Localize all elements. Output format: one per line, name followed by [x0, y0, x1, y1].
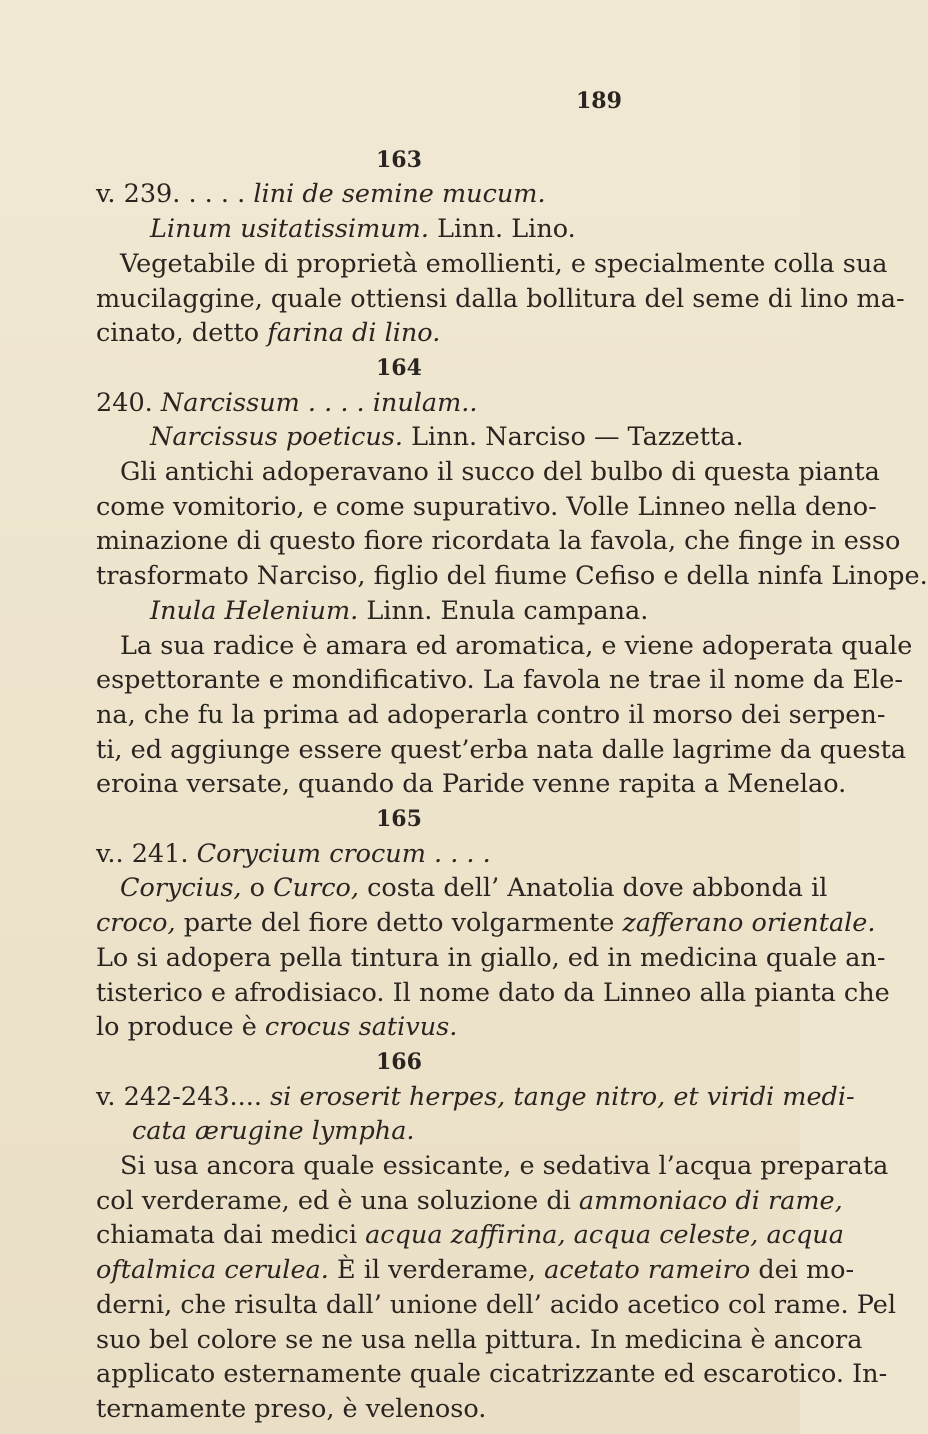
verse-ref: 240. — [96, 388, 153, 418]
species-rest: Linn. Narciso — Tazzetta. — [411, 422, 744, 452]
text-run-italic: crocus sativus. — [264, 1012, 458, 1042]
body-line — [96, 906, 876, 940]
text-run-italic: croco, — [96, 908, 176, 938]
body-line — [96, 1010, 457, 1044]
body-line — [96, 1218, 844, 1252]
body-line: Si usa ancora quale essicante, e sedativa l’acqua preparata — [120, 1151, 889, 1181]
body-line: eroina versate, quando da Paride venne rapita a Menelao. — [96, 769, 847, 799]
body-line: applicato esternamente quale cicatrizzante ed escarotico. In- — [96, 1359, 888, 1389]
body-line: espettorante e mondificativo. La favola ne trae il nome da Ele- — [96, 665, 903, 695]
verse-242-243 — [96, 1080, 855, 1114]
species-latin: Narcissus poeticus. — [150, 422, 403, 452]
verse-text: Corycium crocum . . . . — [196, 839, 491, 869]
page-number: 189 — [576, 88, 622, 114]
verse-ref: v. 242-243.... — [96, 1082, 262, 1112]
text-run: costa dell’ Anatolia dove abbonda il — [367, 873, 828, 903]
body-line: Gli antichi adoperavano il succo del bulbo di questa pianta — [120, 457, 880, 487]
section-number-163: 163 — [376, 147, 422, 173]
verse-text: Narcissum . . . . inulam.. — [160, 388, 478, 418]
text-run-italic: acqua zaffirina, acqua celeste, acqua — [365, 1220, 844, 1250]
body-line: come vomitorio, e come supurativo. Volle Linneo nella deno- — [96, 492, 877, 522]
text-run: cinato, detto — [96, 318, 260, 348]
text-run: È il verderame, — [336, 1255, 536, 1285]
text-run: lo produce è — [96, 1012, 257, 1042]
body-line: derni, che risulta dall’ unione dell’ acido acetico col rame. Pel — [96, 1290, 896, 1320]
body-line: tisterico e afrodisiaco. Il nome dato da Linneo alla pianta che — [96, 978, 890, 1008]
body-line: mucilaggine, quale ottiensi dalla bollitura del seme di lino ma- — [96, 284, 905, 314]
text-run-italic: ammoniaco di rame, — [578, 1186, 843, 1216]
body-line — [120, 871, 827, 905]
body-line: trasformato Narciso, figlio del fiume Cefiso e della ninfa Linope. — [96, 561, 928, 591]
body-line: ti, ed aggiunge essere quest’erba nata dalle lagrime da questa — [96, 735, 907, 765]
verse-continuation: cata ærugine lympha. — [132, 1116, 415, 1146]
body-line: minazione di questo fiore ricordata la favola, che finge in esso — [96, 526, 901, 556]
body-line: ternamente preso, è velenoso. — [96, 1394, 487, 1424]
species-inula — [150, 594, 648, 628]
text-run-italic: Corycius, — [120, 873, 242, 903]
section-number-164: 164 — [376, 355, 422, 381]
verse-240 — [96, 386, 478, 420]
text-run-italic: acetato rameiro — [544, 1255, 751, 1285]
species-narcissus — [150, 420, 744, 454]
body-line: na, che fu la prima ad adoperarla contro il morso dei serpen- — [96, 700, 886, 730]
body-line — [96, 1253, 854, 1287]
text-run: o — [249, 873, 265, 903]
body-line: Vegetabile di proprietà emollienti, e specialmente colla sua — [120, 249, 888, 279]
verse-ref: v. 239. . . . . — [96, 179, 246, 209]
species-rest: Linn. Lino. — [437, 214, 576, 244]
species-latin: Inula Helenium. — [150, 596, 359, 626]
species-latin: Linum usitatissimum. — [150, 214, 429, 244]
text-run-italic: farina di lino. — [267, 318, 441, 348]
body-line: suo bel colore se ne usa nella pittura. In medicina è ancora — [96, 1325, 863, 1355]
verse-239 — [96, 177, 546, 211]
section-number-166: 166 — [376, 1049, 422, 1075]
body-line: Lo si adopera pella tintura in giallo, ed in medicina quale an- — [96, 943, 886, 973]
text-run: col verderame, ed è una soluzione di — [96, 1186, 571, 1216]
text-run: dei mo- — [758, 1255, 855, 1285]
text-run: parte del fiore detto volgarmente — [183, 908, 615, 938]
body-line — [96, 316, 440, 350]
body-line: La sua radice è amara ed aromatica, e viene adoperata quale — [120, 631, 913, 661]
species-rest: Linn. Enula campana. — [366, 596, 649, 626]
verse-ref: v.. 241. — [96, 839, 189, 869]
verse-text: lini de semine mucum. — [253, 179, 546, 209]
species-linum — [150, 212, 576, 246]
verse-241 — [96, 837, 491, 871]
verse-text: si eroserit herpes, tange nitro, et viridi medi- — [270, 1082, 855, 1112]
text-run-italic: oftalmica cerulea. — [96, 1255, 329, 1285]
body-line — [96, 1184, 843, 1218]
text-run: chiamata dai medici — [96, 1220, 357, 1250]
text-run-italic: Curco, — [273, 873, 359, 903]
text-run-italic: zafferano orientale. — [622, 908, 876, 938]
section-number-165: 165 — [376, 806, 422, 832]
